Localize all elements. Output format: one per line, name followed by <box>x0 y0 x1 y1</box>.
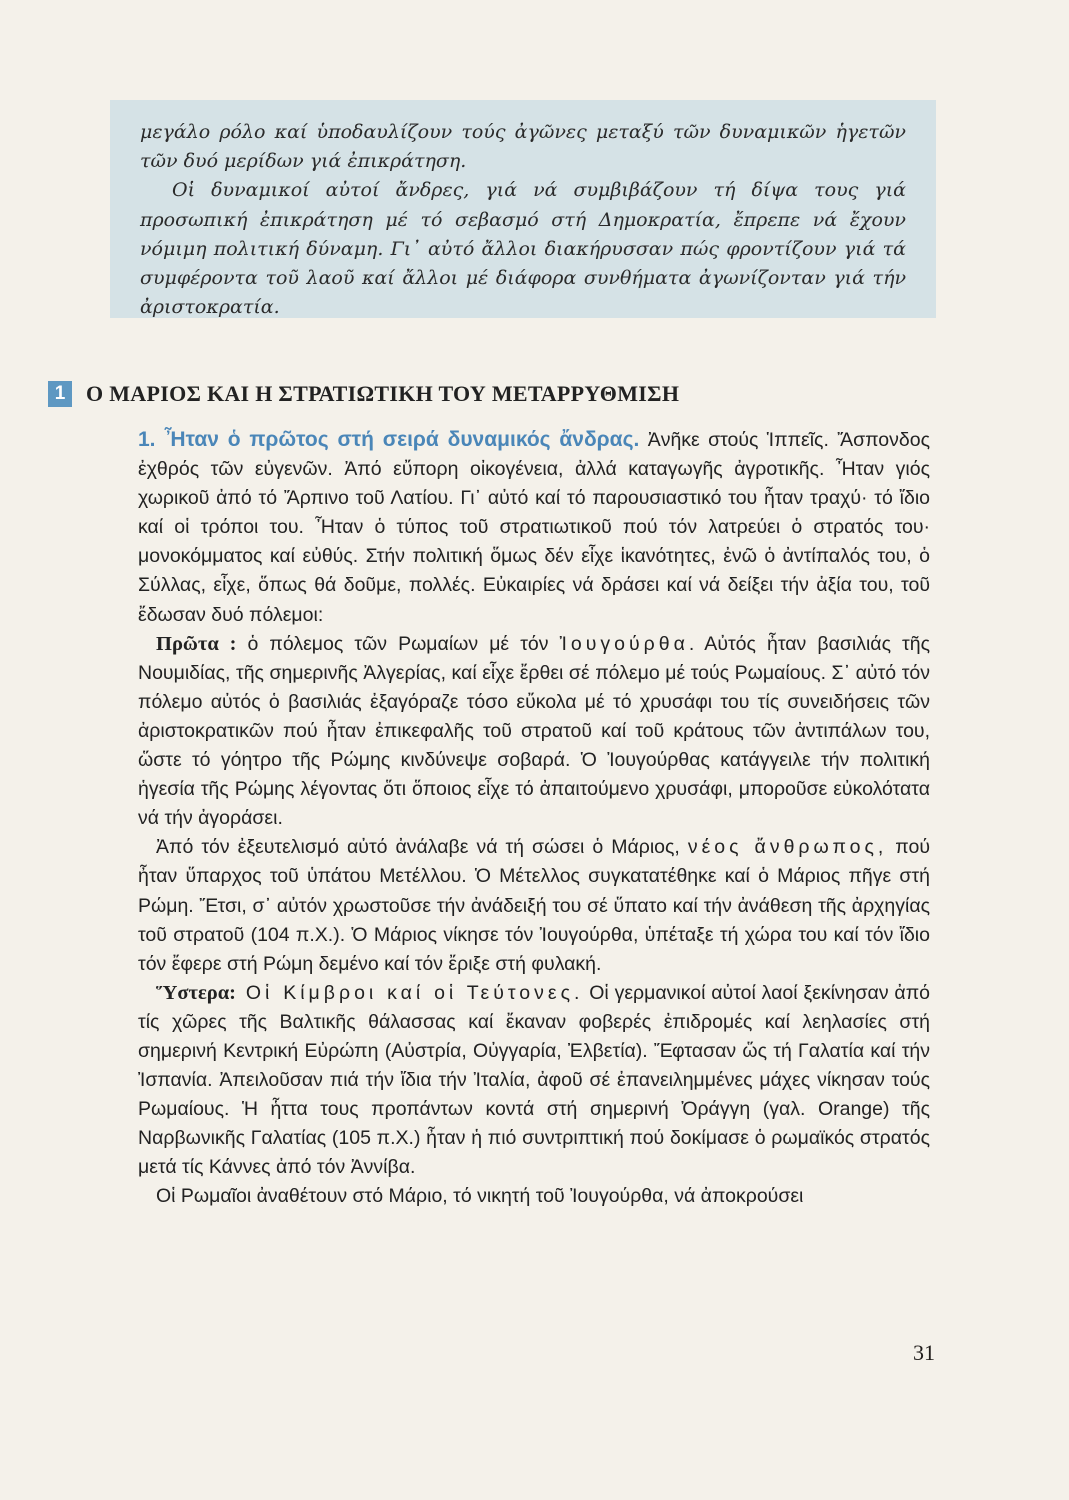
intro-paragraph-1: μεγάλο ρόλο καί ὑποδαυλίζουν τούς ἀγῶνες μεταξύ τῶν δυναμικῶν ἡγετῶν τῶν δυό μερίδων γιά ἐπικράτηση. <box>140 121 906 173</box>
paragraph-2 <box>138 630 930 834</box>
paragraph-1-text: Ἀνῆκε στούς Ἱππεῖς. Ἄσπονδος ἐχθρός τῶν εὐγενῶν. Ἀπό εὔπορη οἰκογένεια, ἀλλά καταγωγῆς ἀγροτικῆς. Ἦταν γιός χωρικοῦ ἀπό τό Ἄρπινο τοῦ Λατίου. Γι᾿ αὐτό καί τό παρουσιαστικό του ἦταν τραχύ· τό ἴδιο καί οἱ τρόποι του. Ἦταν ὁ τύπος τοῦ στρατιωτικοῦ πού τόν λατρεύει ὁ στρατός του· μονοκόμματος καί εὐθύς. Στήν πολιτική ὅμως δέν εἶχε ἱκανότητες, ἐνῶ ὁ ἀντίπαλός του, ὁ Σύλλας, εἶχε, ὅπως θά δοῦμε, πολλές. Εὐκαιρίες νά δράσει καί νά δείξει τήν ἀξία του, τοῦ ἔδωσαν δυό πόλεμοι: <box>138 429 930 626</box>
intro-box <box>110 100 936 318</box>
paragraph-3-text: πού ἦταν ὕπαρχος τοῦ ὑπάτου Μετέλλου. Ὁ Μέτελλος συγκατατέθηκε καί ὁ Μάριος πῆγε στή Ρώμη. Ἔτσι, σ᾿ αὐτόν χρωστοῦσε τήν ἀνάδειξή του σέ ὕπατο καί τήν ἀνάθεση τῆς ἀρχηγίας τοῦ στρατοῦ (104 π.Χ.). Ὁ Μάριος νίκησε τόν Ἰουγούρθα, ὑπέταξε τή χώρα του καί τόν ἴδιο τόν ἔφερε στή Ρώμη δεμένο καί τόν ἔριξε στή φυλακή. <box>138 836 930 975</box>
name-iougourtha: Ἰουγούρθα <box>559 632 689 655</box>
main-text <box>138 425 930 1212</box>
paragraph-3-pre: Ἀπό τόν ἐξευτελισμό αὐτό ἀνάλαβε νά τή σώσει ὁ Μάριος, <box>156 836 688 859</box>
label-prota: Πρῶτα : <box>156 632 237 655</box>
section-title: Ο ΜΑΡΙΟΣ ΚΑΙ Η ΣΤΡΑΤΙΩΤΙΚΗ ΤΟΥ ΜΕΤΑΡΡΥΘΜΙΣΗ <box>86 381 680 406</box>
intro-paragraph-2: Οἱ δυναμικοί αὐτοί ἄνδρες, γιά νά συμβιβάζουν τή δίψα τους γιά προσωπική ἐπικράτηση μέ τό σεβασμό στή Δημοκρατία, ἔπρεπε νά ἔχουν νόμιμη πολιτική δύναμη. Γι᾿ αὐτό ἄλλοι διακήρυσσαν πώς φροντίζουν γιά τά συμφέροντα τοῦ λαοῦ καί ἄλλοι μέ διάφορα συνθήματα ἀγωνίζονταν γιά τήν ἀριστοκρατία. <box>140 179 906 319</box>
section-heading <box>48 374 948 414</box>
page-number: 31 <box>913 1340 935 1365</box>
paragraph-5: Οἱ Ρωμαῖοι ἀναθέτουν στό Μάριο, τό νικητή τοῦ Ἰουγούρθα, νά ἀποκρούσει <box>156 1185 804 1208</box>
section-number-badge: 1 <box>48 381 72 407</box>
paragraph-4 <box>138 979 930 1183</box>
label-ystera: Ὕστερα: <box>156 981 237 1004</box>
paragraph-1 <box>138 425 930 630</box>
paragraph-2-pre: ὁ πόλεμος τῶν Ρωμαίων μέ τόν <box>236 632 560 655</box>
novus-homo: νέος ἄνθρωπος, <box>687 836 888 859</box>
paragraph-2-text: . Αὐτός ἦταν βασιλιάς τῆς Νουμιδίας, τῆς σημερινῆς Ἀλγερίας, καί εἶχε ἔρθει σέ πόλεμο μέ τούς Ρωμαίους. Σ᾿ αὐτό τόν πόλεμο αὐτός ὁ βασιλιάς ἐξαγόραζε τόσο εὔκολα μέ τό χρυσάφι του τίς συνειδήσεις τῶν ἀριστοκρατικῶν πού ἦταν ἐπικεφαλῆς τοῦ στρατοῦ καί τοῦ κράτους τῶν ἀντιπάλων του, ὥστε τό γόητρο τῆς Ρώμης κινδύνεψε σοβαρά. Ὁ Ἰουγούρθας κατάγγειλε τήν πολιτική ἡγεσία τῆς Ρώμης λέγοντας ὅτι ὅποιος εἶχε τό ἀπαιτούμενο χρυσάφι, μποροῦσε εὐκολότατα νά τήν ἀγοράσει. <box>138 632 930 830</box>
subheading-1: 1. Ἦταν ὁ πρῶτος στή σειρά δυναμικός ἄνδρας. <box>138 428 640 451</box>
paragraph-3 <box>138 833 930 978</box>
cimbri-teutones: Οἱ Κίμβροι καί οἱ Τεύτονες. <box>236 981 584 1004</box>
paragraph-4-text: Οἱ γερμανικοί αὐτοί λαοί ξεκίνησαν ἀπό τίς χῶρες τῆς Βαλτικῆς θάλασσας καί ἔκαναν φοβερές ἐπιδρομές καί λεηλασίες στή σημερινή Κεντρική Εὐρώπη (Αὐστρία, Οὐγγαρία, Ἐλβετία). Ἔφτασαν ὥς τή Γαλατία καί τήν Ἰσπανία. Ἀπειλοῦσαν πιά τήν ἴδια τήν Ἰταλία, ἀφοῦ σέ ἐπανειλημμένες μάχες νίκησαν τούς Ρωμαίους. Ἡ ἧττα τους προπάντων κοντά στή σημερινή Ὀράγγη (γαλ. Orange) τῆς Ναρβωνικῆς Γαλατίας (105 π.Χ.) ἦταν ἡ πιό συντριπτική πού δοκίμασε ὁ ρωμαϊκός στρατός μετά τίς Κάννες ἀπό τόν Ἀννίβα. <box>138 981 930 1179</box>
